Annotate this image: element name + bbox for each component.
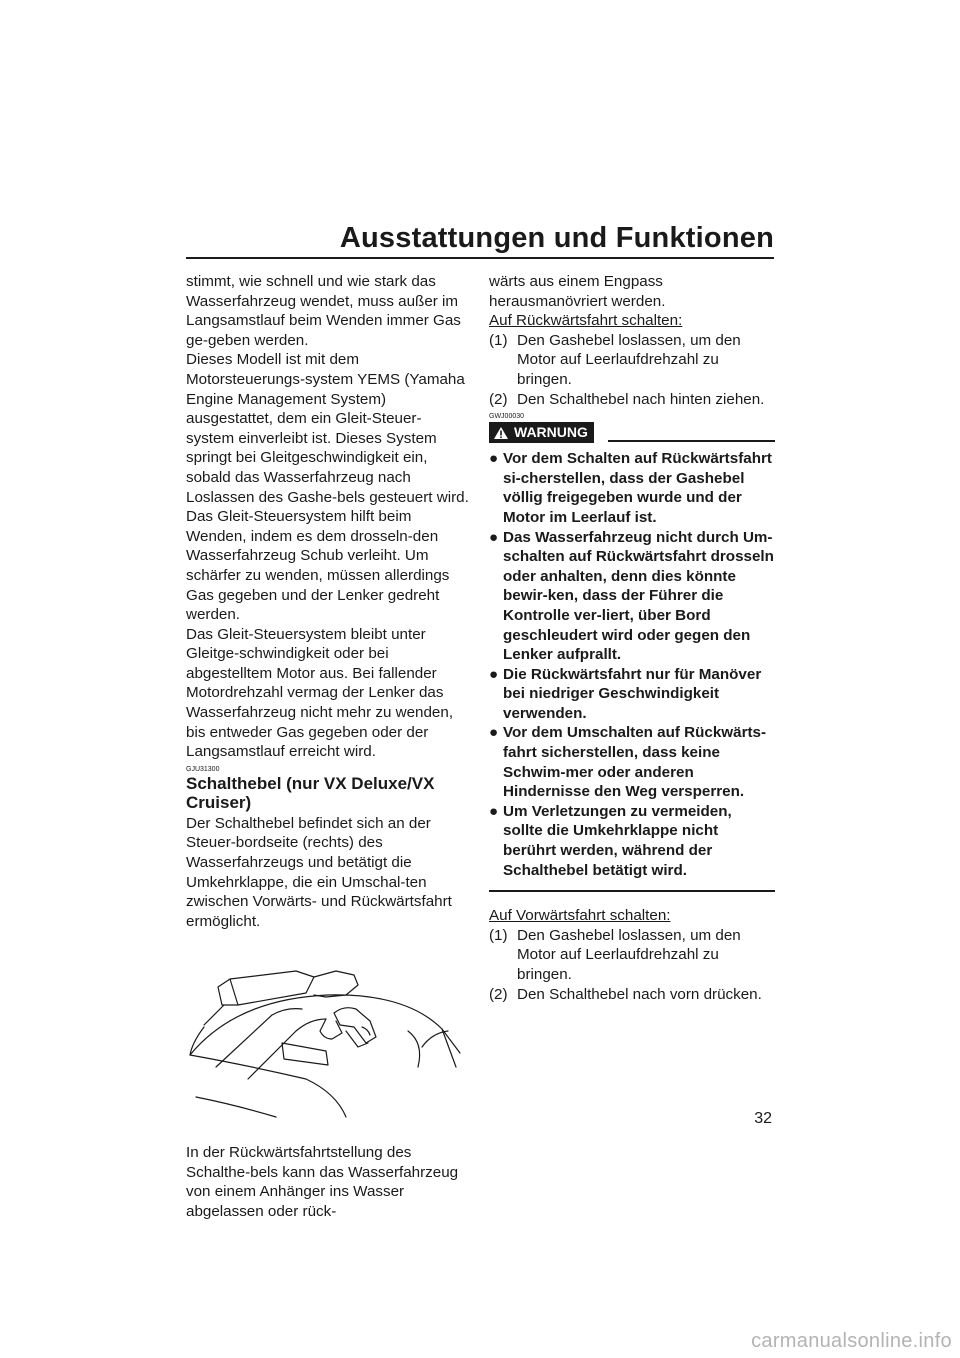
forward-subheading: Auf Vorwärtsfahrt schalten: (489, 907, 671, 925)
list-item (489, 665, 775, 724)
page-number: 32 (754, 1110, 772, 1127)
warning-badge (489, 422, 594, 443)
bullet-icon: ● (489, 450, 499, 468)
bullet-icon: ● (489, 528, 499, 546)
after-image-paragraph: In der Rückwärtsfahrtstellung des Schalthe-bels kann das Wasserfahrzeug von einem Anhänger ins Wasser abgelassen oder rück- (186, 1144, 459, 1220)
step-text: Den Schalthebel nach vorn drücken. (517, 985, 762, 1003)
page-title: Ausstattungen und Funktionen (339, 222, 774, 254)
list-item (489, 926, 775, 985)
right-column (489, 272, 775, 1004)
watermark: carmanualsonline.info (751, 1330, 952, 1352)
list-item (489, 985, 775, 1005)
intro-paragraph: stimmt, wie schnell und wie stark das Wasserfahrzeug wendet, muss außer im Langsamstlauf beim Wenden immer Gas ge-geben werden. (186, 273, 461, 349)
step-number: (2) (489, 985, 508, 1003)
continuation-paragraph: wärts aus einem Engpass herausmanövriert werden. (489, 273, 666, 310)
list-item (489, 528, 775, 665)
warning-label: WARNUNG (514, 424, 588, 441)
warning-text: Das Wasserfahrzeug nicht durch Um-schalten auf Rückwärtsfahrt drosseln oder anhalten, denn dies könnte bewir-ken, dass der Führer die Kontrolle ver-liert, über Bord geschleudert wird oder gegen den Lenker aufprallt. (503, 528, 774, 664)
bullet-icon: ● (489, 665, 499, 683)
section-code: GJU31300 (186, 765, 220, 773)
list-item (489, 802, 775, 880)
warning-header (489, 422, 775, 443)
step-list-forward (489, 926, 775, 1004)
intro-paragraph: Dieses Modell ist mit dem Motorsteuerungs-system YEMS (Yamaha Engine Management System) ausgestattet, dem ein Gleit-Steuer-system einverleibt ist. Dieses System springt bei Gleitgeschwindigkeit ein, sobald das Wasserfahrzeug nach Loslassen des Gashe-bels gesteuert wird. Das Gleit-Steuersystem hilft beim Wenden, indem es dem drosseln-den Wasserfahrzeug Schub verleiht. Um schärfer zu wenden, müssen allerdings Gas gegeben und der Lenker gedreht werden. (186, 351, 469, 624)
step-number: (1) (489, 926, 508, 944)
warning-end-rule (489, 890, 775, 892)
header-rule (186, 257, 774, 259)
warning-text: Um Verletzungen zu vermeiden, sollte die Umkehrklappe nicht berührt werden, während der Schalthebel betätigt wird. (503, 802, 732, 879)
step-text: Den Gashebel loslassen, um den Motor auf Leerlaufdrehzahl zu bringen. (517, 926, 741, 983)
section-paragraph: Der Schalthebel befindet sich an der Steuer-bordseite (rechts) des Wasserfahrzeugs und betätigt die Umkehrklappe, die ein Umschal-ten zwischen Vorwärts- und Rückwärtsfahrt ermöglicht. (186, 814, 452, 930)
bullet-icon: ● (489, 802, 499, 820)
warning-code: GWJ00030 (489, 413, 525, 421)
step-number: (1) (489, 331, 508, 349)
reverse-subheading: Auf Rückwärtsfahrt schalten: (489, 312, 683, 330)
section-heading: Schalthebel (nur VX Deluxe/VX Cruiser) (186, 773, 435, 812)
list-item (489, 331, 775, 390)
left-column (186, 272, 469, 1221)
intro-paragraph: Das Gleit-Steuersystem bleibt unter Gleitge-schwindigkeit oder bei abgestelltem Motor aus. Bei fallender Motordrehzahl vermag der Lenker das Wasserfahrzeug nicht mehr zu wenden, bis entweder Gas gegeben oder der Langsamstlauf erreicht wird. (186, 625, 454, 761)
warning-text: Die Rückwärtsfahrt nur für Manöver bei niedriger Geschwindigkeit verwenden. (503, 665, 762, 722)
warning-list (489, 449, 775, 880)
shift-lever-illustration (186, 947, 469, 1125)
warning-text: Vor dem Schalten auf Rückwärtsfahrt si-cherstellen, dass der Gashebel völlig freigegeben wurde und der Motor im Leerlauf ist. (503, 450, 772, 526)
step-text: Den Gashebel loslassen, um den Motor auf Leerlaufdrehzahl zu bringen. (517, 331, 741, 388)
list-item (489, 723, 775, 801)
step-number: (2) (489, 390, 508, 408)
bullet-icon: ● (489, 724, 499, 742)
list-item (489, 390, 775, 410)
warning-triangle-icon (493, 426, 509, 440)
list-item (489, 449, 775, 527)
warning-rule (608, 440, 775, 442)
step-text: Den Schalthebel nach hinten ziehen. (517, 390, 765, 408)
step-list-reverse (489, 331, 775, 409)
warning-text: Vor dem Umschalten auf Rückwärts-fahrt sicherstellen, dass keine Schwim-mer oder anderen Hindernisse den Weg versperren. (503, 724, 767, 801)
